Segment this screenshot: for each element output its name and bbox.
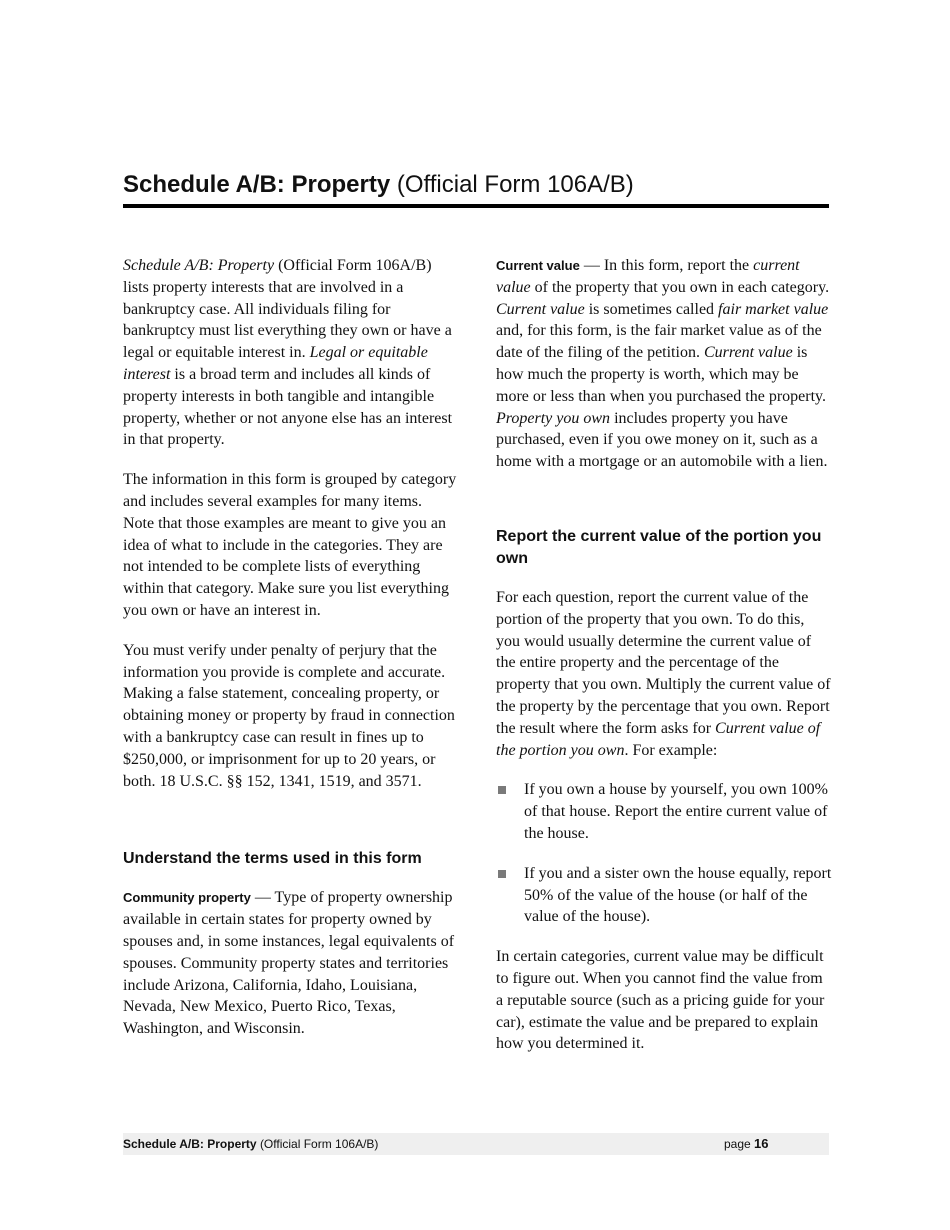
report-heading: Report the current value of the portion you own <box>496 527 822 567</box>
current-value-text-2: of the property that you own in each category. <box>534 278 830 296</box>
page-label: page <box>724 1137 751 1151</box>
page-number <box>724 1133 769 1155</box>
page-title <box>123 170 829 200</box>
current-value-italic-5: Property you own <box>496 409 611 427</box>
grouping-paragraph: The information in this form is grouped by category and includes several examples for many items. Note that those examples are meant to give you an idea of what to include in the categories. They are not intended to be complete lists of everything within that category. Make sure you list everything you own or have an interest in. <box>123 471 457 619</box>
current-value-text-5: is how much the property is worth, which may be more or less than when you purchased the property. <box>496 344 826 405</box>
intro-form-name: Schedule A/B: Property <box>123 257 275 274</box>
current-value-italic-2: Current value <box>496 300 585 318</box>
page-footer <box>123 1133 829 1155</box>
current-value-italic-4: Current value <box>703 344 793 362</box>
intro-term: Legal or equitable interest <box>123 344 428 383</box>
current-value-definition <box>496 255 832 473</box>
current-value-italic-3: fair market value <box>718 300 829 318</box>
community-property-term: Community property <box>123 890 251 906</box>
current-value-term: Current value <box>496 258 580 273</box>
closing-paragraph: In certain categories, current value may be difficult to figure out. When you cannot find the value from a reputable source (such as a pricing guide for your car), estimate the value and be prepared to explain how you determined it. <box>496 948 825 1053</box>
intro-text-2: is a broad term and includes all kinds of property interests in both tangible and intangible property, whether or not anyone else has an interest in that property. <box>123 365 453 449</box>
list-item-text: If you own a house by yourself, you own 100% of that house. Report the entire current value of the house. <box>524 781 828 842</box>
community-property-text: — Type of property ownership available in certain states for property owned by spouses and, in some instances, legal equivalents of spouses. Community property states and territories include Arizona, California, Idaho, Louisiana, Nevada, New Mexico, Puerto Rico, Texas, Washington, and Wisconsin. <box>123 889 455 1038</box>
current-value-text-1: — In this form, report the <box>583 257 750 274</box>
square-bullet-icon <box>498 870 506 878</box>
perjury-paragraph: You must verify under penalty of perjury that the information you provide is complete and accurate. Making a false statement, concealing property, or obtaining money or property by fraud in connection with a bankruptcy case can result in fines up to $250,000, or imprisonment for up to 20 years, or both. 18 U.S.C. §§ 152, 1341, 1519, and 3571. <box>123 641 455 790</box>
left-column <box>123 255 457 1058</box>
community-property-definition <box>123 887 457 1040</box>
form-title: Schedule A/B: Property <box>123 171 391 198</box>
square-bullet-icon <box>498 786 506 794</box>
report-italic: Current value of the portion you own <box>496 719 821 759</box>
form-number: (Official Form 106A/B) <box>396 171 634 198</box>
right-column <box>496 255 832 1073</box>
list-item-text: If you and a sister own the house equally, report 50% of the value of the house (or half of the value of the house). <box>524 864 832 926</box>
current-value-text-3: is sometimes called <box>588 300 715 318</box>
terms-heading: Understand the terms used in this form <box>123 850 422 868</box>
current-value-italic-1: current value <box>496 257 800 296</box>
list-item <box>496 863 832 928</box>
page-number-value: 16 <box>754 1136 769 1151</box>
current-value-text-6: includes property you have purchased, even if you owe money on it, such as a home with a mortgage or an automobile with a lien. <box>496 409 828 471</box>
intro-form-number: (Official Form 106A/B) <box>278 257 432 274</box>
footer-form-title <box>123 1133 378 1155</box>
list-item <box>496 779 832 844</box>
report-paragraph <box>496 587 832 761</box>
header-divider <box>123 204 829 208</box>
report-text-1: For each question, report the current value of the portion of the property that you own. To do this, you would usually determine the current value of the entire property and the percentage of the property that you own. Multiply the current value of the property by the percentage that you own. Report the result where the form asks for <box>496 588 831 737</box>
example-list <box>496 779 832 928</box>
current-value-text-4: and, for this form, is the fair market value as of the date of the filing of the petition. <box>496 322 822 362</box>
report-text-2: . For example: <box>624 741 718 759</box>
intro-text-1: lists property interests that are involved in a bankruptcy case. All individuals filing for bankruptcy must list everything they own or have a legal or equitable interest in. <box>123 278 452 362</box>
intro-paragraph <box>123 255 457 451</box>
footer-title: Schedule A/B: Property <box>123 1137 257 1151</box>
footer-form-number: (Official Form 106A/B) <box>259 1137 379 1151</box>
